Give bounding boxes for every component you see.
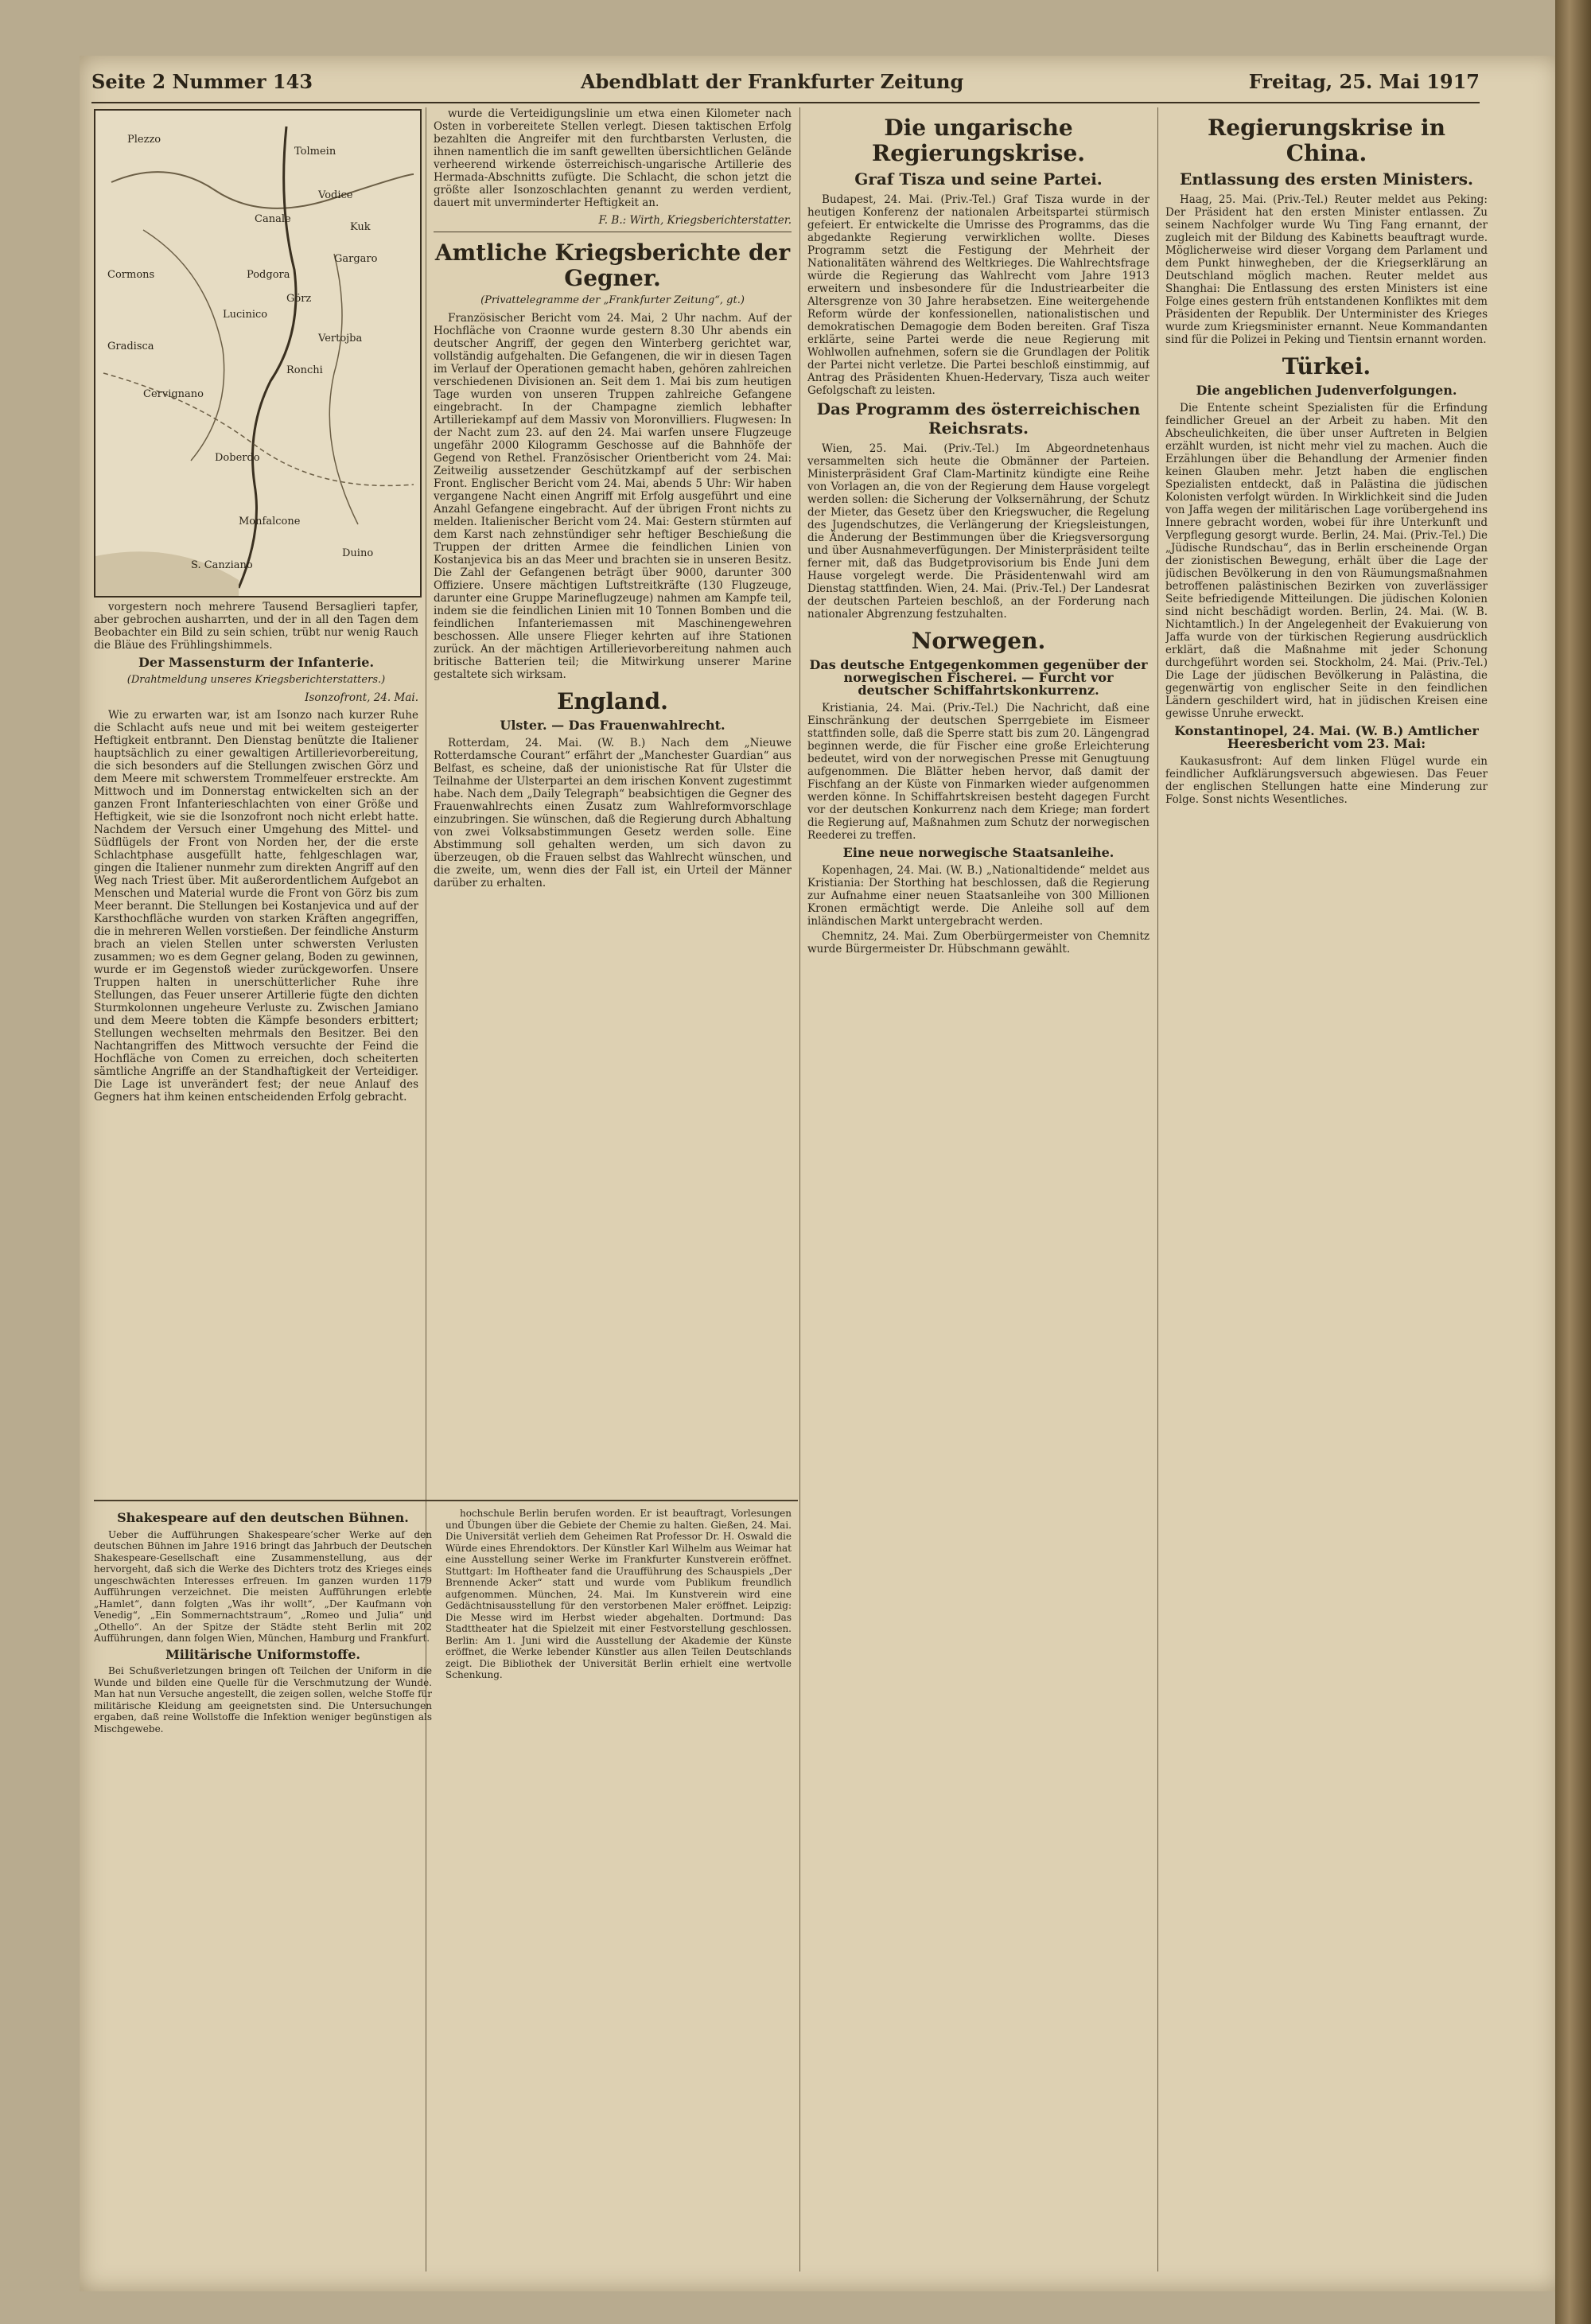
map-place-label: Vodice — [318, 189, 353, 201]
article-body: Die Entente scheint Spezialisten für die Erfindung feindlicher Greuel an der Arbeit zu haben. Mit den Abscheulichkeiten, die über unser Auftreten in Belgien erzählt wurden, ist nicht mehr viel zu machen. Auch die Erzählungen über die Behandlung der Armenier finden keinen Glauben mehr. Jetzt haben die englischen Spezialisten entdeckt, daß in Palästina die jüdischen Kolonisten verfolgt würden. In Wirklichkeit sind die Juden von Jaffa wegen der militärischen Lage vorübergehend ins Innere gebracht worden, wobei für ihre Unterkunft und Verpflegung gesorgt wurde. Berlin, 24. Mai. (Priv.-Tel.) Die „Jüdische Rundschau“, das in Berlin erscheinende Organ der zionistischen Bewegung, erhält über die Lage der jüdischen Bevölkerung in den von Räumungsmaßnahmen betroffenen palästinischen Bezirken von zuverlässiger Seite befriedigende Mitteilungen. Die jüdischen Kolonien sind nicht beschädigt worden. Berlin, 24. Mai. (W. B. Nichtamtlich.) In der Angelegenheit der Evakuierung von Jaffa wurde von der türkischen Regierung ausdrücklich erklärt, daß die Maßnahme mit jeder Schonung durchgeführt worden sei. Stockholm, 24. Mai. (Priv.-Tel.) Die Lage der jüdischen Bevölkerung in Palästina, die gegenwärtig von englischer Seite in den feindlichen Ländern geschildert wird, hat in jüdischen Kreisen eine gewisse Unruhe erweckt. — [1165, 402, 1488, 720]
article-title: Das Programm des österreichischen Reichsrats. — [816, 399, 1141, 438]
dateline: Isonzofront, 24. Mai. — [305, 691, 418, 704]
article-title: Shakespeare auf den deutschen Bühnen. — [117, 1510, 409, 1525]
map-place-label: Ronchi — [286, 364, 323, 376]
map-caption-text: vorgestern noch mehrere Tausend Bersaglieri tapfer, aber gebrochen ausharrten, und der in all den Tagen dem Beobachter ein Bild zu sein schien, trübt nur wenig Rauch die Bläue des Frühlingshimmels. — [94, 601, 418, 652]
article-title: Türkei. — [1282, 353, 1371, 380]
article-subtitle: Ulster. — Das Frauenwahlrecht. — [500, 718, 725, 733]
map-place-label: Gradisca — [107, 341, 154, 352]
article-body: Rotterdam, 24. Mai. (W. B.) Nach dem „Nieuwe Rotterdamsche Courant“ erfährt der „Manchester Guardian“ aus Belfast, es scheine, daß der unionistische Rat für Ulster die Teilnahme der Ulsterpartei an dem irischen Konvent zugestimmt habe. Nach dem „Daily Telegraph“ beabsichtigen die Gegner des Frauenwahlrechts einen Zusatz zum Wahlreformvorschlage einzubringen. Sie wünschen, daß die Regierung durch Abhaltung von zwei Volksabstimmungen Gesetz werden solle. Eine Abstimmung soll gehalten werden, um sich davon zu überzeugen, ob die Frauen selbst das Wahlrecht wünschen, und die zweite, um, wenn dies der Fall ist, ein Urteil der Männer darüber zu erhalten. — [434, 737, 792, 890]
article-title: Der Massensturm der Infanterie. — [138, 655, 375, 670]
article-continuation: wurde die Verteidigungslinie um etwa einen Kilometer nach Osten in vorbereitete Stellen verlegt. Diesen taktischen Erfolg bezahlten die Angreifer mit den furchtbarsten Verlusten, die ihnen namentlich die im sanft gewellten übersichtlichen Gelände verheerend wirkende österreichisch-ungarische Artillerie des Hermada-Abschnitts zufügte. Die Schlacht, die schon jetzt die größte aller Isonzoschlachten genannt zu werden verdient, dauert mit unverminderter Heftigkeit an. — [434, 107, 792, 209]
article-subtitle: Die angeblichen Judenverfolgungen. — [1196, 383, 1457, 398]
map-place-label: Cervignano — [143, 388, 204, 400]
map-place-label: S. Canziano — [191, 559, 253, 571]
map-place-label: Görz — [286, 293, 312, 305]
article-subtitle: Graf Tisza und seine Partei. — [854, 169, 1103, 189]
issue-date: Freitag, 25. Mai 1917 — [1248, 70, 1480, 93]
article-body: Wien, 25. Mai. (Priv.-Tel.) Im Abgeordnetenhaus versammelten sich heute die Obmänner der Parteien. Ministerpräsident Graf Clam-Martinitz kündigte eine Reihe von Vorlagen an, die von der Regierung dem Hause vorgelegt werden sollen: die Sicherung der Volksernährung, der Schutz der Mieter, das Gesetz über den Kriegswucher, die Regelung des Jugendschutzes, die Verlängerung der Kriegsleistungen, die Änderung der Bestimmungen über die Kriegsversorgung und über Ausnahmeverfügungen. Der Ministerpräsident teilte ferner mit, daß das Budgetprovisorium bis Ende Juni dem Hause vorgelegt werde. Die Präsidentenwahl wird am Dienstag stattfinden. Wien, 24. Mai. (Priv.-Tel.) Der Landesrat der deutschen Parteien beschloß, an der Forderung nach nationaler Abgrenzung festzuhalten. — [807, 442, 1149, 621]
map-place-label: Kuk — [350, 221, 371, 233]
article-title: Militärische Uniformstoffe. — [165, 1646, 360, 1662]
article-title: Amtliche Kriegsberichte der Gegner. — [434, 239, 791, 291]
article-subtitle: (Drahtmeldung unseres Kriegsberichterstatters.) — [126, 674, 386, 686]
column-2 — [434, 107, 792, 1492]
article-title: Die ungarische Regierungskrise. — [871, 115, 1086, 166]
article-body: Ueber die Aufführungen Shakespeare’scher Werke auf den deutschen Bühnen im Jahre 1916 bringt das Jahrbuch der Deutschen Shakespeare-Gesellschaft eine Zusammenstellung, aus der hervorgeht, daß sich die Werke des Dichters trotz des Krieges eines ungeschwächten Interesses erfreuen. Im ganzen wurden 1179 Aufführungen verzeichnet. Die meisten Aufführungen erlebte „Hamlet“, dann folgten „Was ihr wollt“, „Der Kaufmann von Venedig“, „Ein Sommernachtstraum“, „Romeo und Julia“ und „Othello“. An der Spitze der Städte steht Berlin mit 202 Aufführungen, dann folgen Wien, München, Hamburg und Frankfurt. — [94, 1528, 432, 1644]
map-place-label: Canale — [255, 213, 291, 225]
map-place-label: Doberdo — [215, 452, 260, 464]
article-title: Regierungskrise in China. — [1207, 115, 1446, 166]
map-place-label: Podgora — [247, 269, 290, 281]
feuilleton-col-2 — [445, 1508, 792, 2287]
map-place-label: Monfalcone — [239, 516, 301, 527]
map-place-label: Tolmein — [294, 146, 336, 158]
map-place-label: Duino — [342, 547, 374, 559]
article-body: Chemnitz, 24. Mai. Zum Oberbürgermeister von Chemnitz wurde Bürgermeister Dr. Hübschmann gewählt. — [807, 930, 1149, 956]
map-place-label: Lucinico — [223, 309, 268, 321]
article-body: Wie zu erwarten war, ist am Isonzo nach kurzer Ruhe die Schlacht aufs neue und mit bei weitem gesteigerter Heftigkeit entbrannt. Den Dienstag benützte die Italiener hauptsächlich zu einer gewaltigen Artillerievorbereitung, die sich besonders auf die Stellungen zwischen Görz und dem Meere mit schwerstem Trommelfeuer erstreckte. Am Mittwoch und im Donnerstag entwickelten sich an der ganzen Front Infanterieschlachten von einer Größe und Heftigkeit, wie sie die Isonzofront noch nicht erlebt hatte. Nachdem der Versuch einer Umgehung des Mittel- und Südflügels der Front von Norden her, der die erste Schlachtphase ausgefüllt hatte, fehlgeschlagen war, gingen die Italiener nunmehr zum direkten Angriff auf den Weg nach Triest über. Mit außerordentlichem Aufgebot an Menschen und Material wurde die Front von Görz bis zum Meer berannt. Die Stellungen bei Kostanjevica und auf der Karsthochfläche wurden von starken Kräften angegriffen, die in mehreren Wellen vorstießen. Der feindliche Ansturm brach an vielen Stellen unter schwersten Verlusten zusammen; wo es dem Gegner gelang, Boden zu gewinnen, wurde er im Gegenstoß wieder zurückgeworfen. Unsere Truppen halten in unerschütterlicher Ruhe ihre Stellungen, das Feuer unserer Artillerie fügte den dichten Sturmkolonnen ungeheure Verluste zu. Zwischen Jamiano und dem Meere tobten die Kämpfe besonders erbittert; Stellungen wechselten mehrmals den Besitzer. Bei den Nachtangriffen des Mittwoch versuchte der Feind die Hochfläche von Comen zu erreichen, doch scheiterten sämtliche Angriffe an der Standhaftigkeit der Verteidiger. Die Lage ist unverändert fest; der neue Anlauf des Gegners hat ihm keinen entscheidenden Erfolg gebracht. — [94, 709, 418, 1104]
page-header — [91, 70, 1480, 103]
masthead: Abendblatt der Frankfurter Zeitung — [581, 70, 964, 93]
article-subtitle: Entlassung des ersten Ministers. — [1180, 169, 1473, 189]
article-title: Konstantinopel, 24. Mai. (W. B.) Amtlicher Heeresbericht vom 23. Mai: — [1174, 723, 1479, 751]
map-place-label: Vertojba — [318, 333, 363, 345]
article-body: Budapest, 24. Mai. (Priv.-Tel.) Graf Tisza wurde in der heutigen Konferenz der nationalen Arbeitspartei stürmisch gefeiert. Er entwickelte die Umrisse des Programms, das die abgedankte Regierung verwirklichen wollte. Dieses Programm setzt die Festigung der Mehrheit der Nationalitäten während des Weltkrieges. Die Wahlrechtsfrage würde die Regierung das Wahlrecht vom Jahre 1913 erweitern und insbesondere für die Industriearbeiter die Altersgrenze von 30 Jahre herabsetzen. Eine weitergehende Reform würde der konfessionellen, nationalistischen und demokratischen Demagogie dem Boden bereiten. Graf Tisza erklärte, seine Partei werde die neue Regierung mit Wohlwollen aufnehmen, sofern sie die Grundlagen der Politik der Partei nicht verletze. Die Partei beschloß einstimmig, auf Antrag des Präsidenten Khuen-Hedervary, Tisza auch weiter Gefolgschaft zu leisten. — [807, 193, 1149, 397]
map-place-label: Plezzo — [127, 134, 161, 146]
isonzo-map-image — [95, 111, 420, 596]
book-binding — [1555, 0, 1591, 2324]
column-3 — [807, 107, 1149, 2271]
article-body: Kopenhagen, 24. Mai. (W. B.) „Nationaltidende“ meldet aus Kristiania: Der Storthing hat beschlossen, daß die Regierung zur Aufnahme einer neuen Staatsanleihe von 300 Millionen Kronen ermächtigt werde. Die Anleihe soll auf dem inländischen Markt untergebracht werden. — [807, 864, 1149, 928]
page-number: Seite 2 Nummer 143 — [91, 70, 313, 93]
column-4 — [1165, 107, 1488, 2271]
article-body: Kaukasusfront: Auf dem linken Flügel wurde ein feindlicher Aufklärungsversuch abgewiesen. Das Feuer der englischen Stellungen hatte eine Minderung zur Folge. Sonst nichts Wesentliches. — [1165, 755, 1488, 806]
article-title: England. — [557, 688, 668, 714]
author-signature: F. B.: Wirth, Kriegsberichterstatter. — [598, 214, 792, 227]
battle-map — [94, 109, 422, 598]
article-title: Eine neue norwegische Staatsanleihe. — [842, 845, 1114, 860]
article-body: hochschule Berlin berufen worden. Er ist beauftragt, Vorlesungen und Übungen über die Gebiete der Chemie zu halten. Gießen, 24. Mai. Die Universität verlieh dem Geheimen Rat Professor Dr. H. Oswald die Würde eines Ehrendoktors. Der Künstler Karl Wilhelm aus Weimar hat eine Ausstellung seiner Werke im Frankfurter Kunstverein eröffnet. Stuttgart: Im Hoftheater fand die Uraufführung des Schauspiels „Der Brennende Acker“ statt und wurde vom Publikum freundlich aufgenommen. München, 24. Mai. Im Kunstverein wird eine Gedächtnisausstellung für den verstorbenen Maler eröffnet. Leipzig: Die Messe wird im Herbst wieder abgehalten. Dortmund: Das Stadttheater hat die Spielzeit mit einer Festvorstellung geschlossen. Berlin: Am 1. Juni wird die Ausstellung der Akademie der Künste eröffnet, die Werke lebender Künstler aus allen Teilen Deutschlands zeigt. Die Bibliothek der Universität Berlin erhielt eine wertvolle Schenkung. — [445, 1508, 792, 1680]
article-subtitle: (Privattelegramme der „Frankfurter Zeitung“, gt.) — [480, 294, 745, 306]
article-body: Haag, 25. Mai. (Priv.-Tel.) Reuter meldet aus Peking: Der Präsident hat den ersten Minister entlassen. Zu seinem Nachfolger wurde Wu Ting Fang ernannt, der zugleich mit der Bildung des Kabinetts beauftragt wurde. Möglicherweise wird dieser Vorgang dem Parlament und dem Punkt hinwegheben, der die Kriegserklärung an Deutschland möglich machen. Reuter meldet aus Shanghai: Die Entlassung des ersten Ministers ist eine Folge eines gestern früh entstandenen Konfliktes mit dem Präsidenten der Republik. Der Unterminister des Krieges wurde zum Kriegsminister ernannt. Neue Kommandanten sind für die Polizei in Peking und Tientsin ernannt worden. — [1165, 193, 1488, 346]
article-body: Kristiania, 24. Mai. (Priv.-Tel.) Die Nachricht, daß eine Einschränkung der deutschen Sperrgebiete im Eismeer stattfinden solle, daß die Sperre statt bis zum 20. Längengrad beginnen werde, die für Fischer eine große Erleichterung bedeutet, wird von der norwegischen Presse mit Genugtuung aufgenommen. Die Blätter heben hervor, daß damit der Fischfang an der Küste von Finmarken wieder aufgenommen werden könne. In Schiffahrtskreisen besteht dagegen Furcht vor der deutschen Konkurrenz nach dem Kriege; man fordert die Regierung auf, Maßnahmen zum Schutz der norwegischen Reederei zu treffen. — [807, 702, 1149, 842]
feuilleton-col-1 — [94, 1508, 432, 2287]
column-1 — [94, 601, 418, 1492]
article-title: Norwegen. — [911, 628, 1046, 654]
article-subtitle: Das deutsche Entgegenkommen gegenüber der norwegischen Fischerei. — Furcht vor deutscher Schiffahrtskonkurrenz. — [809, 657, 1148, 698]
map-place-label: Cormons — [107, 269, 155, 281]
article-body: Bei Schußverletzungen bringen oft Teilchen der Uniform in die Wunde und bilden eine Quelle für die Verschmutzung der Wunde. Man hat nun Versuche angestellt, die zeigen sollen, welche Stoffe für militärische Kleidung am geeignetsten sind. Die Untersuchungen ergaben, daß reine Wollstoffe die Infektion weniger begünstigen als Mischgewebe. — [94, 1665, 432, 1734]
article-body: Französischer Bericht vom 24. Mai, 2 Uhr nachm. Auf der Hochfläche von Craonne wurde gestern 8.30 Uhr abends ein deutscher Angriff, der gegen den Winterberg gerichtet war, vollständig aufgehalten. Die Gefangenen, die wir in diesen Tagen im Verlauf der Operationen gemacht haben, gehören zahlreichen verschiedenen Divisionen an. Seit dem 1. Mai bis zum heutigen Tage wurden von unseren Truppen zahlreiche Gefangene eingebracht. In der Champagne ziemlich lebhafter Artilleriekampf auf dem Massiv von Moronvilliers. Flugwesen: In der Nacht zum 23. auf den 24. Mai warfen unsere Flugzeuge ungefähr 2000 Kilogramm Geschosse auf die Bahnhöfe der Gegend von Rethel. Französischer Orientbericht vom 24. Mai: Zeitweilig aussetzender Geschützkampf auf der serbischen Front. Englischer Bericht vom 24. Mai, abends 5 Uhr: Wir haben vergangene Nacht einen Angriff mit Erfolg ausgeführt und eine Anzahl Gefangene eingebracht. Auf der übrigen Front nichts zu melden. Italienischer Bericht vom 24. Mai: Gestern stürmten auf dem Karst nach zehnstündiger sehr heftiger Beschießung die Truppen der dritten Armee die feindlichen Linien von Kostanjevica bis an das Meer und brachten sie in unseren Besitz. Die Zahl der Gefangenen beträgt über 9000, darunter 300 Offiziere. Unsere mächtigen Luftstreitkräfte (130 Flugzeuge, darunter eine Gruppe Marineflugzeuge) nahmen am Kampfe teil, indem sie die feindlichen Linien mit 10 Tonnen Bomben und die feindlichen Infanteriemassen mit Maschinengewehren beschossen. Alle unsere Flieger kehrten auf ihre Stationen zurück. An der mächtigen Artillerievorbereitung nahmen auch britische Batterien teil; die Mitwirkung unserer Marine gestaltete sich wirksam. — [434, 312, 792, 681]
map-place-label: Gargaro — [334, 253, 378, 265]
